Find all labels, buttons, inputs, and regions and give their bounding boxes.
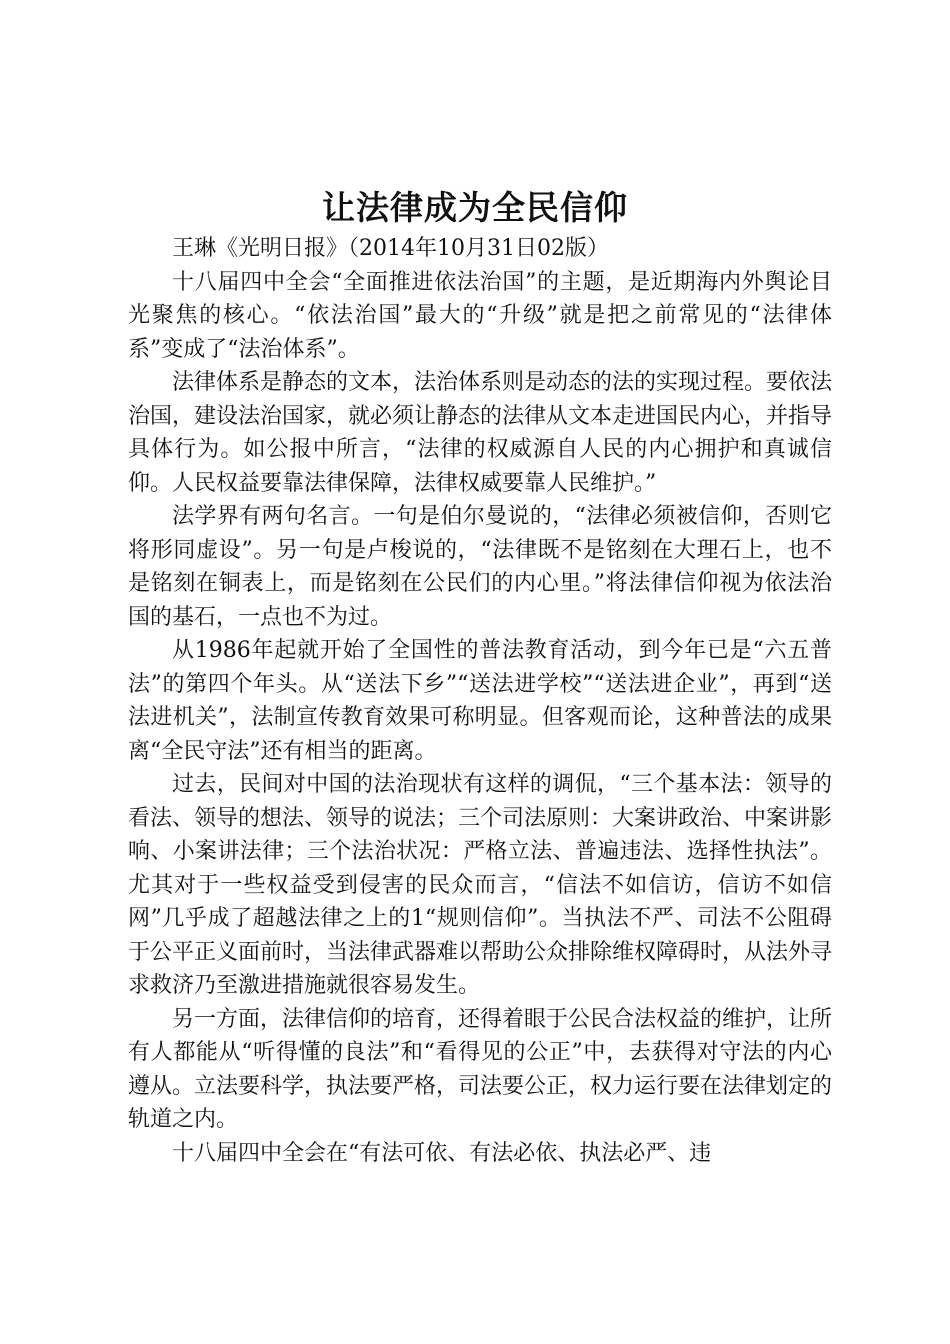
article-title: 让法律成为全民信仰 bbox=[322, 188, 628, 227]
article-body bbox=[128, 232, 832, 1170]
paragraph-4: 从1986年起就开始了全国性的普法教育活动，到今年已是“六五普法”的第四个年头。从“送法下乡”“送法进学校”“送法进企业”，再到“送法进机关”，法制宣传教育效果可称明显。但客观而论，这种普法的成果离“全民守法”还有相当的距离。 bbox=[128, 638, 832, 764]
paragraph-5: 过去，民间对中国的法治现状有这样的调侃，“三个基本法：领导的看法、领导的想法、领导的说法；三个司法原则：大案讲政治、中案讲影响、小案讲法律；三个法治状况：严格立法、普遍违法、选择性执法”。尤其对于一些权益受到侵害的民众而言，“信法不如信访，信访不如信网”几乎成了超越法律之上的1“规则信仰”。当执法不严、司法不公阻碍于公平正义面前时，当法律武器难以帮助公众排除维权障碍时，从法外寻求救济乃至激进措施就很容易发生。 bbox=[128, 772, 833, 998]
paragraph-1: 十八届四中全会“全面推进依法治国”的主题，是近期海内外舆论目光聚焦的核心。“依法治国”最大的“升级”就是把之前常见的“法律体系”变成了“法治体系”。 bbox=[128, 269, 832, 362]
paragraph-6: 另一方面，法律信仰的培育，还得着眼于公民合法权益的维护，让所有人都能从“听得懂的良法”和“看得见的公正”中，去获得对守法的内心遵从。立法要科学，执法要严格，司法要公正，权力运行要在法律划定的轨道之内。 bbox=[128, 1006, 833, 1132]
paragraph-2: 法律体系是静态的文本，法治体系则是动态的法的实现过程。要依法治国，建设法治国家，就必须让静态的法律从文本走进国民内心，并指导具体行为。如公报中所言，“法律的权威源自人民的内心拥护和真诚信仰。人民权益要靠法律保障，法律权威要靠人民维护。” bbox=[128, 370, 833, 496]
paragraph-3: 法学界有两句名言。一句是伯尔曼说的，“法律必须被信仰，否则它将形同虚设”。另一句是卢梭说的，“法律既不是铭刻在大理石上，也不是铭刻在铜表上，而是铭刻在公民们的内心里。”将法律信仰视为依法治国的基石，一点也不为过。 bbox=[128, 504, 832, 630]
byline: 王琳《光明日报》（2014年10月31日02版） bbox=[172, 236, 609, 261]
paragraph-7: 十八届四中全会在“有法可依、有法必依、执法必严、违 bbox=[172, 1140, 712, 1166]
